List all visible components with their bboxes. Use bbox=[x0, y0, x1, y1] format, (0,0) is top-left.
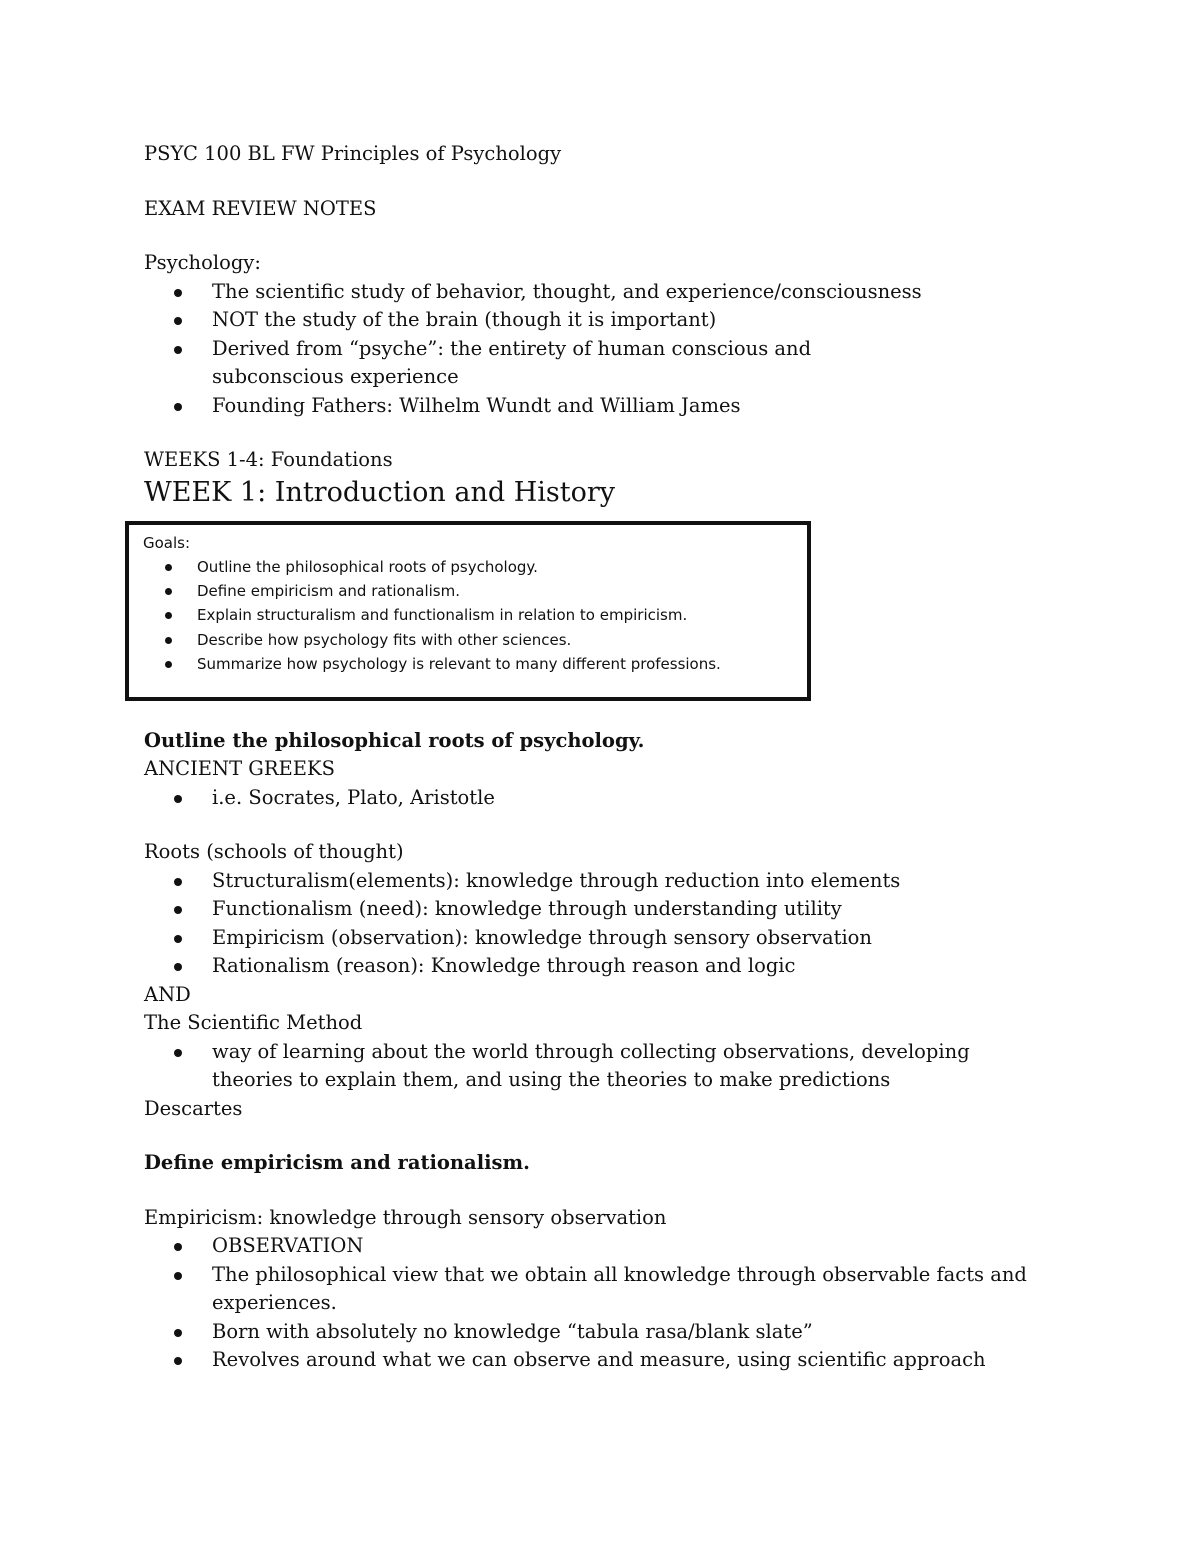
list-item: Founding Fathers: Wilhelm Wundt and William James bbox=[144, 392, 1064, 421]
bullet-icon bbox=[174, 1357, 182, 1365]
list-item: Empiricism (observation): knowledge through sensory observation bbox=[144, 924, 1064, 953]
list-item: Describe how psychology fits with other sciences. bbox=[143, 628, 807, 652]
bullet-icon bbox=[174, 317, 182, 325]
bullet-icon bbox=[174, 1049, 182, 1057]
list-item: Born with absolutely no knowledge “tabula rasa/blank slate” bbox=[144, 1318, 1064, 1347]
list-item: Structuralism(elements): knowledge through reduction into elements bbox=[144, 867, 1064, 896]
bullet-icon bbox=[174, 906, 182, 914]
bullet-icon bbox=[165, 564, 172, 571]
bullet-icon bbox=[174, 289, 182, 297]
bullet-icon bbox=[174, 963, 182, 971]
bullet-icon bbox=[174, 878, 182, 886]
goals-list bbox=[143, 555, 807, 677]
list-item: Revolves around what we can observe and measure, using scientific approach bbox=[144, 1346, 1064, 1375]
course-title: PSYC 100 BL FW Principles of Psychology bbox=[144, 142, 562, 165]
bullet-icon bbox=[174, 795, 182, 803]
bullet-icon bbox=[165, 661, 172, 668]
and-label: AND bbox=[144, 982, 191, 1006]
section-heading-empiricism: Define empiricism and rationalism. bbox=[144, 1151, 530, 1175]
doc-subtitle: EXAM REVIEW NOTES bbox=[144, 196, 377, 220]
list-item: OBSERVATION bbox=[144, 1232, 1064, 1261]
ancient-list bbox=[144, 784, 1064, 813]
week1-title: WEEK 1: Introduction and History bbox=[144, 476, 616, 508]
list-item: way of learning about the world through collecting observations, developing theories to explain them, and using the theories to make predictions bbox=[144, 1038, 1064, 1095]
list-item: Outline the philosophical roots of psychology. bbox=[143, 555, 807, 579]
bullet-icon bbox=[174, 935, 182, 943]
bullet-icon bbox=[174, 346, 182, 354]
section-heading-roots: Outline the philosophical roots of psychology. bbox=[144, 728, 645, 752]
descartes-label: Descartes bbox=[144, 1096, 243, 1120]
bullet-icon bbox=[165, 612, 172, 619]
roots-label: Roots (schools of thought) bbox=[144, 840, 404, 864]
empiricism-label: Empiricism: knowledge through sensory observation bbox=[144, 1205, 667, 1229]
ancient-greeks-label: ANCIENT GREEKS bbox=[144, 757, 335, 781]
roots-list bbox=[144, 867, 1064, 981]
bullet-icon bbox=[165, 637, 172, 644]
list-item: The philosophical view that we obtain all knowledge through observable facts and experiences. bbox=[144, 1261, 1064, 1318]
list-item: i.e. Socrates, Plato, Aristotle bbox=[144, 784, 1064, 813]
list-item: Summarize how psychology is relevant to many different professions. bbox=[143, 652, 807, 676]
psychology-list bbox=[144, 278, 1064, 421]
list-item: Define empiricism and rationalism. bbox=[143, 579, 807, 603]
list-item: Functionalism (need): knowledge through understanding utility bbox=[144, 895, 1064, 924]
goals-box bbox=[125, 521, 811, 701]
method-list bbox=[144, 1038, 1064, 1095]
bullet-icon bbox=[165, 588, 172, 595]
list-item: Rationalism (reason): Knowledge through reason and logic bbox=[144, 952, 1064, 981]
weeks-range: WEEKS 1-4: Foundations bbox=[144, 448, 393, 471]
scientific-method-label: The Scientific Method bbox=[144, 1011, 363, 1035]
goals-label: Goals: bbox=[143, 533, 191, 552]
empiricism-list bbox=[144, 1232, 1064, 1375]
document-page bbox=[144, 140, 1064, 1375]
psychology-label: Psychology: bbox=[144, 251, 261, 274]
bullet-icon bbox=[174, 1272, 182, 1280]
list-item: The scientific study of behavior, thought, and experience/consciousness bbox=[144, 278, 1064, 307]
bullet-icon bbox=[174, 1329, 182, 1337]
bullet-icon bbox=[174, 403, 182, 411]
list-item: Explain structuralism and functionalism in relation to empiricism. bbox=[143, 603, 807, 627]
list-item: Derived from “psyche”: the entirety of human conscious and subconscious experience bbox=[144, 335, 1064, 392]
bullet-icon bbox=[174, 1243, 182, 1251]
list-item: NOT the study of the brain (though it is important) bbox=[144, 306, 1064, 335]
